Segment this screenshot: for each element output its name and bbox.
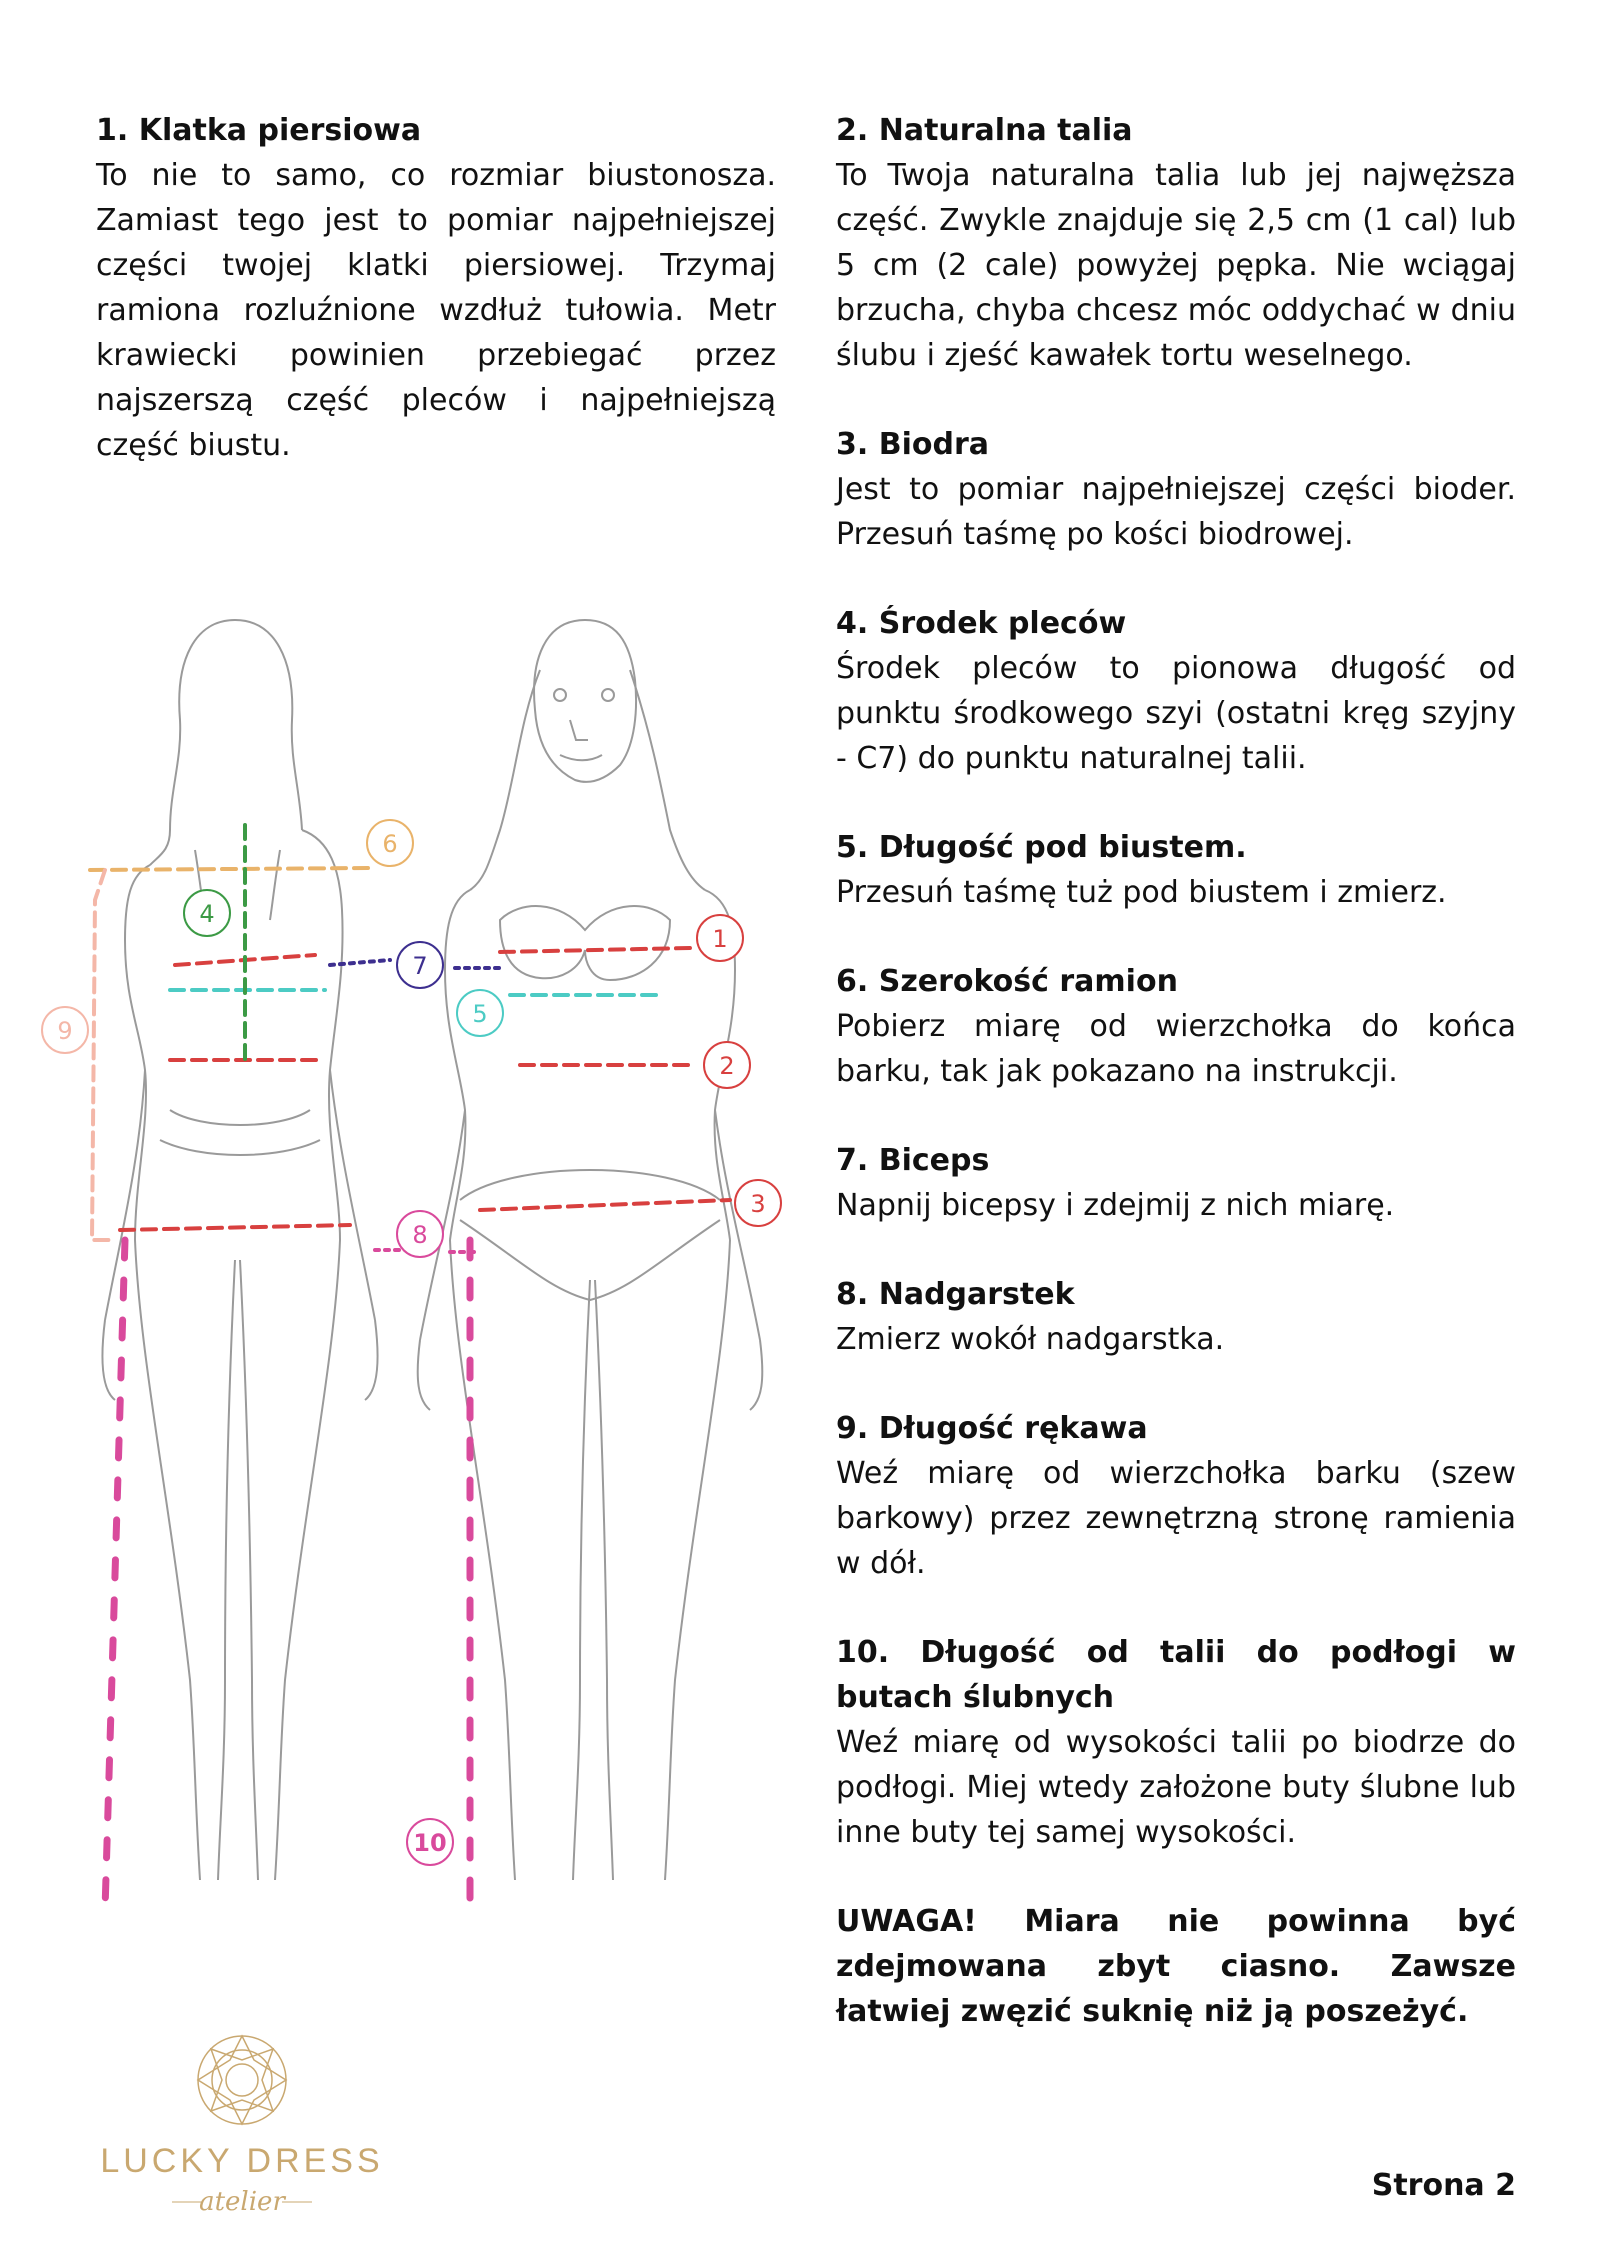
badge-9 xyxy=(42,1007,88,1053)
section-wrist xyxy=(836,1272,1516,1362)
section-title: 10. Długość od talii do podłogi w butach ślubnych xyxy=(836,1635,1516,1715)
section-shoulders xyxy=(836,959,1516,1094)
svg-text:3: 3 xyxy=(750,1190,766,1218)
svg-text:7: 7 xyxy=(412,952,428,980)
badge-10 xyxy=(407,1819,453,1865)
section-text: Weź miarę od wysokości talii po biodrze do podłogi. Miej wtedy założone buty ślubne lub inne buty tej samej wysokości. xyxy=(836,1725,1516,1850)
section-title: 5. Długość pod biustem. xyxy=(836,830,1247,865)
section-title: 8. Nadgarstek xyxy=(836,1277,1075,1312)
badge-2 xyxy=(704,1042,750,1088)
section-text: Przesuń taśmę tuż pod biustem i zmierz. xyxy=(836,875,1447,910)
section-waist xyxy=(836,108,1516,378)
svg-text:2: 2 xyxy=(719,1052,735,1080)
left-column xyxy=(96,108,776,512)
badge-8 xyxy=(397,1211,443,1257)
hips-front-line xyxy=(480,1200,730,1210)
section-center-back xyxy=(836,601,1516,781)
svg-text:10: 10 xyxy=(413,1829,447,1857)
hips-back-line xyxy=(120,1225,350,1230)
section-text: To Twoja naturalna talia lub jej najwęższa część. Zwykle znajduje się 2,5 cm (1 cal) lub 5 cm (2 cale) powyżej pępka. Nie wciągaj brzucha, chyba chcesz móc oddychać w dniu ślubu i zjeść kawałek tortu weselnego. xyxy=(836,158,1516,373)
section-title: 6. Szerokość ramion xyxy=(836,964,1178,999)
lucky-dress-logo xyxy=(92,2030,392,2230)
section-text: Pobierz miarę od wierzchołka do końca barku, tak jak pokazano na instrukcji. xyxy=(836,1009,1516,1089)
section-sleeve xyxy=(836,1406,1516,1586)
section-waist-to-floor xyxy=(836,1630,1516,1855)
sleeve-length-line xyxy=(92,870,110,1240)
section-text: Jest to pomiar najpełniejszej części bioder. Przesuń taśmę po kości biodrowej. xyxy=(836,472,1516,552)
waist-to-floor-back-line xyxy=(105,1240,125,1910)
badge-4 xyxy=(184,890,230,936)
badge-6 xyxy=(367,820,413,866)
badge-1 xyxy=(697,915,743,961)
section-title: 2. Naturalna talia xyxy=(836,113,1133,148)
svg-text:5: 5 xyxy=(472,1000,488,1028)
section-text: Weź miarę od wierzchołka barku (szew barkowy) przez zewnętrzną stronę ramienia w dół. xyxy=(836,1456,1516,1581)
measurement-figure-illustration xyxy=(30,600,790,1990)
badge-3 xyxy=(735,1180,781,1226)
section-biceps xyxy=(836,1138,1516,1228)
section-text: Napnij bicepsy i zdejmij z nich miarę. xyxy=(836,1188,1395,1223)
warning-note: UWAGA! Miara nie powinna być zdejmowana zbyt ciasno. Zawsze łatwiej zwęzić suknię niż ją poszeżyć. xyxy=(836,1904,1516,2029)
svg-text:9: 9 xyxy=(57,1017,73,1045)
section-text: Środek pleców to pionowa długość od punktu środkowego szyi (ostatni kręg szyjny - C7) do punktu naturalnej talii. xyxy=(836,651,1516,776)
logo-name: LUCKY DRESS xyxy=(100,2142,384,2180)
section-title: 9. Długość rękawa xyxy=(836,1411,1148,1446)
section-title: 3. Biodra xyxy=(836,427,989,462)
logo-sub: atelier xyxy=(199,2187,285,2217)
svg-text:8: 8 xyxy=(412,1221,428,1249)
section-text: Zmierz wokół nadgarstka. xyxy=(836,1322,1225,1357)
right-column xyxy=(836,108,1516,2034)
mandala-icon xyxy=(198,2036,286,2124)
svg-text:6: 6 xyxy=(382,830,398,858)
badge-7 xyxy=(397,942,443,988)
svg-text:1: 1 xyxy=(712,925,728,953)
page-number: Strona 2 xyxy=(1371,2168,1516,2203)
section-title: 1. Klatka piersiowa xyxy=(96,113,422,148)
section-title: 7. Biceps xyxy=(836,1143,990,1178)
section-underbust xyxy=(836,825,1516,915)
badge-5 xyxy=(457,990,503,1036)
section-title: 4. Środek pleców xyxy=(836,606,1127,641)
section-chest xyxy=(96,108,776,468)
back-figure xyxy=(102,620,377,1880)
biceps-back-line xyxy=(330,960,390,965)
svg-text:4: 4 xyxy=(199,900,215,928)
section-hips xyxy=(836,422,1516,557)
shoulder-width-line xyxy=(90,868,370,870)
section-text: To nie to samo, co rozmiar biustonosza. Zamiast tego jest to pomiar najpełniejszej części twojej klatki piersiowej. Trzymaj ramiona rozluźnione wzdłuż tułowia. Metr krawiecki powinien przebiegać przez najszerszą część pleców i najpełniejszą część biustu. xyxy=(96,158,776,463)
